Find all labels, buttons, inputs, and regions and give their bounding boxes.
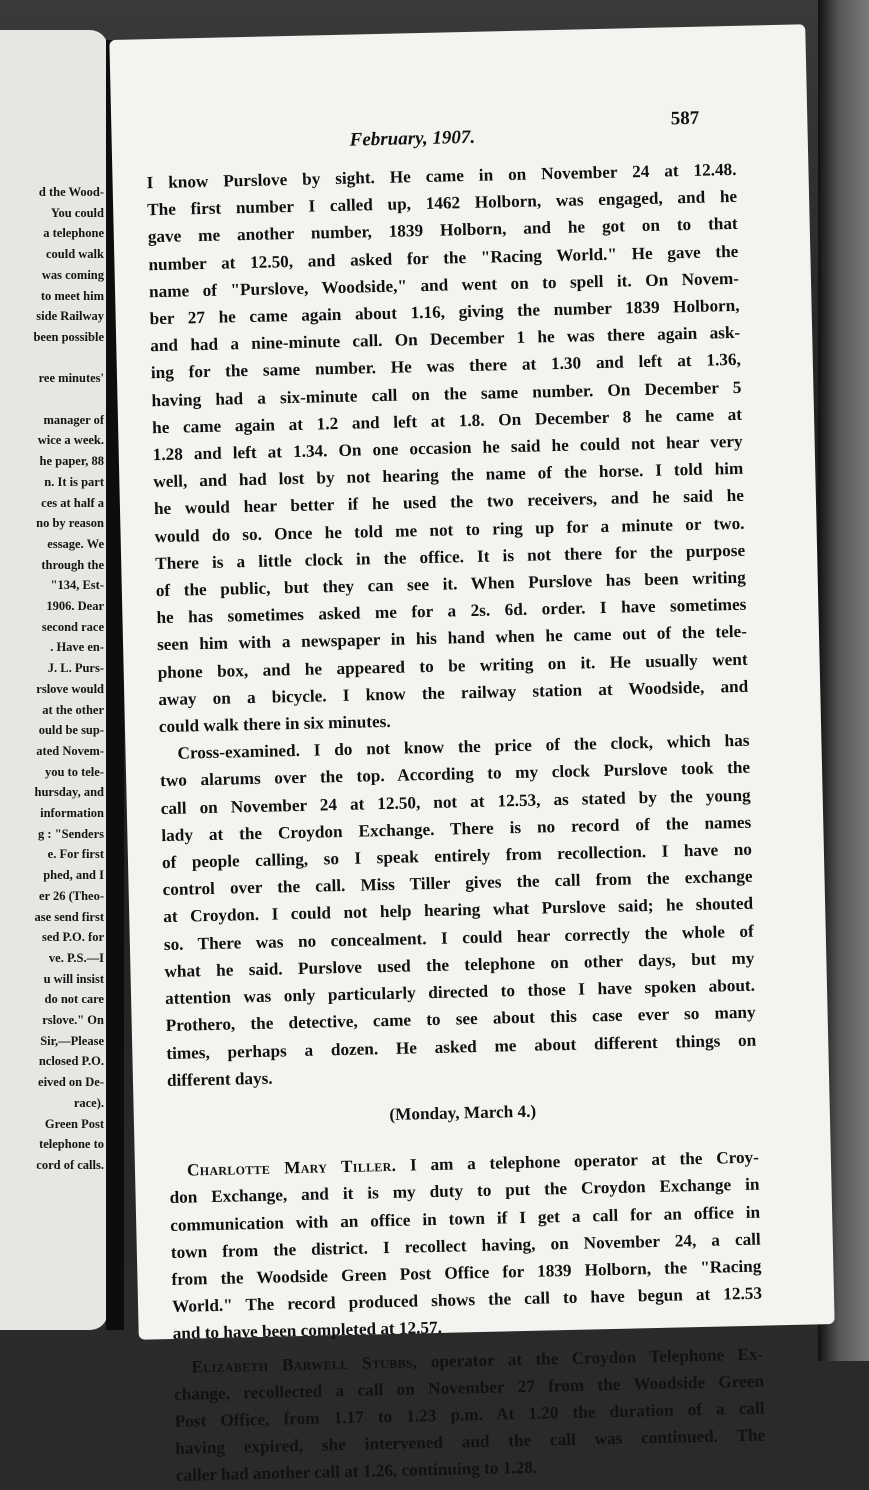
text-line: would do so. Once he told me not to ring up for a minute or two.: [154, 513, 745, 546]
text-line: of people calling, so I speak entirely from recollection. I have no: [161, 839, 753, 873]
text-line: 1.28 and left at 1.34. On one occasion he said he could not hear very: [152, 431, 743, 465]
text-line: There is a little clock in the office. It is not there for the purpose: [155, 540, 746, 573]
left-page-line: ree minutes': [38, 371, 104, 386]
witness-name: Charlotte Mary Tiller.: [186, 1155, 397, 1180]
main-page: [109, 24, 834, 1486]
text-line: different days.: [166, 1068, 273, 1090]
text-line: at Croydon. I could not help hearing what Purslove said; he shouted: [163, 894, 754, 927]
text-line: he came again at 1.2 and left at 1.8. On December 8 he came at: [151, 404, 743, 438]
left-page-line: eived on De-: [38, 1075, 104, 1090]
left-page-line: phed, and I: [43, 868, 104, 883]
text-line: two alarums over the top. According to my clock Purslove took the: [159, 758, 751, 791]
text-line: away on a bicycle. I know the railway station at Woodside, and: [158, 676, 749, 709]
body-text: [146, 156, 766, 1490]
left-page-line: at the other: [42, 702, 104, 717]
paragraph-cross-examination: [159, 727, 757, 1094]
left-page-line: Green Post: [44, 1116, 104, 1131]
text-line: having expired, she intervened and the call was continued. The: [175, 1425, 766, 1459]
left-page-line: was coming: [41, 267, 104, 282]
text-line: seen him with a newspaper in his hand when he came out of the tele-: [156, 622, 748, 655]
left-page-line: ould be sup-: [38, 723, 104, 738]
paragraph-tiller: [169, 1144, 763, 1348]
text-line: what he said. Purslove used the telephone on other days, but my: [164, 948, 755, 981]
text-line: phone box, and he appeared to be writing on it. He usually went: [157, 649, 748, 682]
left-page-line: a telephone: [43, 226, 104, 241]
left-page-fragment: [0, 30, 108, 1330]
date-heading: (Monday, March 4.): [389, 1101, 537, 1124]
text-line: and to have been completed at 12.57.: [172, 1318, 443, 1344]
paragraph-stubbs: [173, 1340, 766, 1489]
text-line: he has sometimes asked me for a 2s. 6d. order. I have sometimes: [156, 595, 747, 628]
text-line: ber 27 he came again about 1.16, giving the number 1839 Holborn,: [149, 295, 740, 329]
left-page-line: 1906. Dear: [46, 599, 104, 613]
text-line: times, perhaps a dozen. He asked me about different things on: [166, 1030, 757, 1063]
left-page-line: you to tele-: [44, 764, 104, 779]
text-line: could walk there in six minutes.: [158, 711, 391, 737]
left-page-line: er 26 (Theo-: [38, 888, 104, 903]
text-line: caller had another call at 1.26, continuing to 1.28.: [175, 1458, 538, 1486]
text-line: I know Purslove by sight. He came in on November 24 at 12.48.: [146, 159, 737, 193]
text-line: lady at the Croydon Exchange. There is no record of the names: [161, 812, 752, 845]
text-line: of the public, but they can see it. When Purslove has been writing: [155, 567, 746, 601]
text-line: don Exchange, and it is my duty to put the Croydon Exchange in: [169, 1174, 760, 1208]
text-run: I am a telephone operator at the Croy-: [395, 1147, 760, 1175]
page-number: 587: [670, 107, 700, 130]
left-page-line: You could: [50, 205, 104, 220]
left-page-line: do not care: [44, 992, 104, 1007]
left-page-line: ase send first: [34, 909, 104, 924]
left-page-line: second race: [41, 619, 104, 634]
text-line: town from the district. I recollect having, on November 24, a call: [170, 1229, 761, 1262]
left-page-line: side Railway: [36, 309, 104, 324]
left-page-line: information: [40, 806, 104, 820]
left-page-line: "134, Est-: [50, 578, 104, 593]
text-line: name of "Purslove, Woodside," and went on to spell it. On Novem-: [148, 268, 740, 302]
left-page-line: sed P.O. for: [41, 930, 104, 945]
text-line: The first number I called up, 1462 Holborn, was engaged, and he: [146, 187, 738, 220]
text-line: number at 12.50, and asked for the "Racing World." He gave the: [148, 241, 739, 274]
left-page-line: ated Novem-: [36, 743, 104, 758]
left-page-line: cord of calls.: [36, 1157, 104, 1172]
left-page-line: d the Wood-: [38, 185, 104, 199]
text-line: from the Woodside Green Post Office for 1839 Holborn, the "Racing: [171, 1256, 762, 1289]
left-page-line: J. L. Purs-: [47, 661, 104, 676]
text-line: communication with an office in town if I get a call for an office in: [170, 1202, 761, 1235]
text-line: well, and had lost by not hearing the name of the horse. I told him: [153, 459, 744, 492]
left-page-line: . Have en-: [50, 640, 104, 655]
left-page-line: rslove would: [36, 681, 104, 696]
text-line: having had a six-minute call on the same number. On December 5: [151, 377, 742, 410]
text-line: World." The record produced shows the call to have begun at 12.53: [171, 1283, 763, 1317]
left-page-line: essage. We: [47, 536, 104, 551]
left-page-line: n. It is part: [44, 474, 104, 489]
left-page-line: ces at half a: [41, 495, 104, 510]
text-line: gave me another number, 1839 Holborn, and he got on to that: [147, 214, 738, 247]
text-line: he would hear better if he used the two receivers, and he said he: [153, 486, 745, 519]
left-page-line: wice a week.: [37, 433, 104, 448]
text-line: Cross-examined. I do not know the price of the clock, which has: [177, 730, 750, 763]
text-line: Prothero, the detective, came to see about this case ever so many: [165, 1002, 756, 1036]
running-head: February, 1907.: [349, 126, 476, 151]
text-line: ing for the same number. He was there at 1.30 and left at 1.36,: [150, 350, 741, 383]
left-page-line: telephone to: [39, 1137, 104, 1152]
text-line: so. There was no concealment. I could hear correctly the whole of: [163, 921, 754, 954]
left-page-line: race).: [73, 1095, 104, 1110]
witness-name: Elizabeth Barwell Stubbs,: [191, 1351, 418, 1377]
left-page-line: ve. P.S.—I: [48, 950, 104, 965]
left-page-line: he paper, 88: [39, 454, 104, 469]
text-line: and had a nine-minute call. On December 1 he was there again ask-: [150, 323, 741, 356]
left-page-line: Sir,—Please: [40, 1033, 104, 1048]
text-line: Post Office, from 1.17 to 1.23 p.m. At 1.20 the duration of a call: [174, 1398, 765, 1431]
text-line: control over the call. Miss Tiller gives the call from the exchange: [162, 866, 753, 900]
left-page-line: manager of: [43, 412, 104, 427]
left-page-line: g : "Senders: [38, 826, 104, 841]
left-page-line: u will insist: [43, 971, 104, 986]
left-page-line: rslove." On: [42, 1013, 104, 1027]
text-line: call on November 24 at 12.50, not at 12.53, as stated by the young: [160, 785, 751, 818]
left-page-line: hursday, and: [34, 785, 104, 800]
left-page-line: to meet him: [40, 288, 104, 303]
text-line: attention was only particularly directed to those I have spoken about.: [164, 975, 756, 1009]
left-page-line: been possible: [33, 329, 104, 344]
left-page-line: through the: [41, 557, 104, 572]
text-line: change, recollected a call on November 27 from the Woodside Green: [173, 1371, 765, 1404]
left-page-line: no by reason: [36, 516, 104, 531]
paragraph-testimony: [146, 156, 749, 741]
text-run: operator at the Croydon Telephone Ex-: [417, 1344, 764, 1371]
left-page-line: could walk: [45, 247, 104, 262]
left-page-line: e. For first: [47, 847, 104, 862]
left-page-line: nclosed P.O.: [38, 1054, 104, 1069]
